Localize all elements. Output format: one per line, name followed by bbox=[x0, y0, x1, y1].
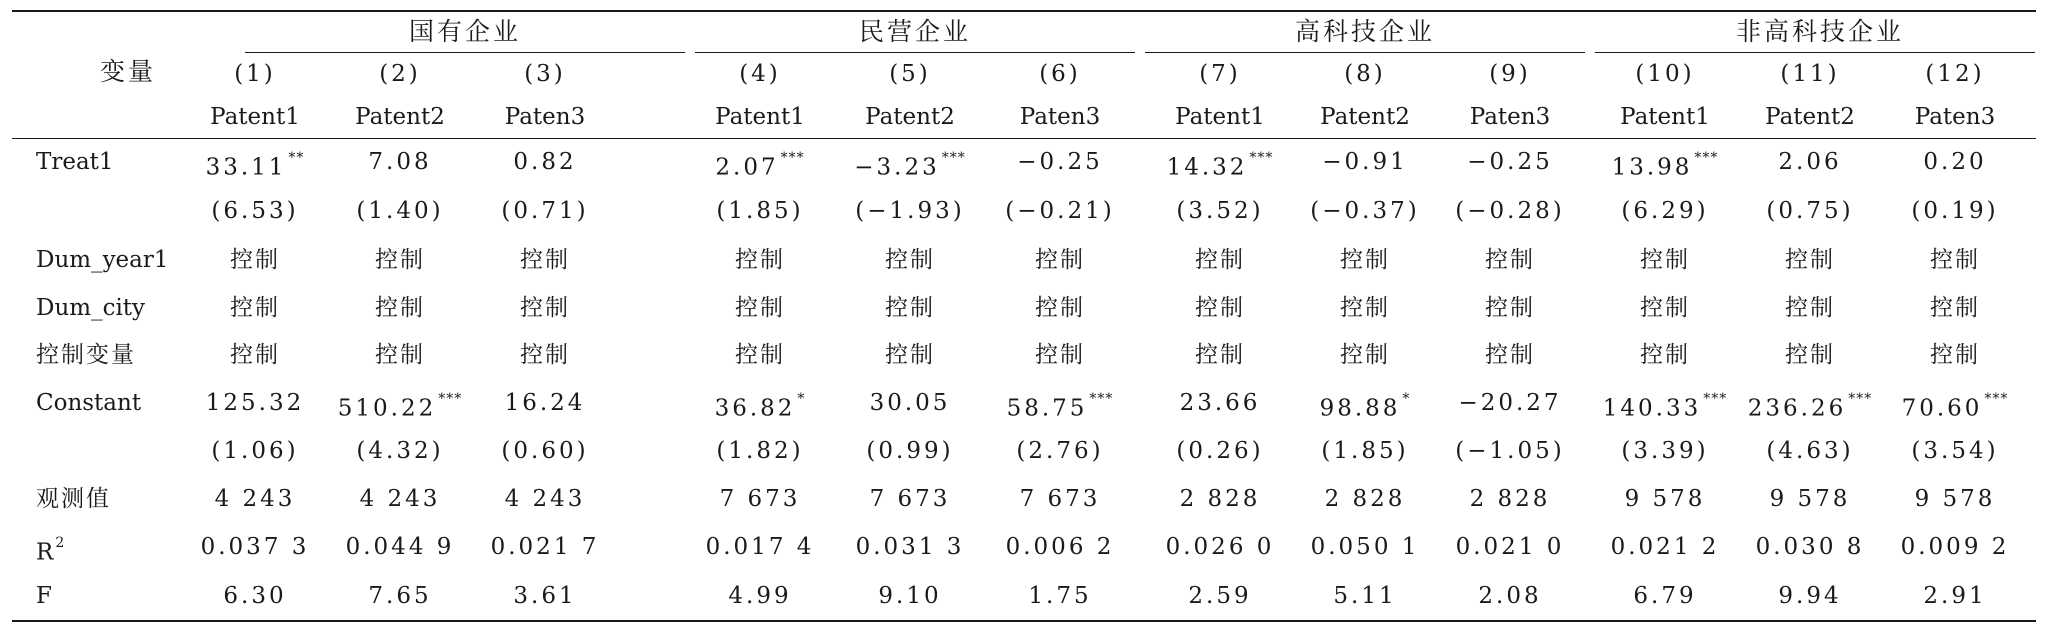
cell-value: 控制 bbox=[1195, 247, 1245, 273]
table-cell bbox=[1485, 246, 1535, 274]
table-cell bbox=[1923, 148, 1986, 176]
cell-value: (0.99) bbox=[866, 438, 954, 464]
cell-value: (0.75) bbox=[1766, 198, 1854, 224]
table-cell bbox=[1621, 437, 1708, 465]
cell-value: 7 673 bbox=[719, 486, 801, 512]
table-cell bbox=[230, 246, 280, 274]
table-cell bbox=[375, 246, 425, 274]
cell-value: 控制 bbox=[1035, 295, 1085, 321]
significance-stars: *** bbox=[1703, 391, 1728, 407]
cell-value: 7.65 bbox=[368, 583, 432, 609]
significance-stars: *** bbox=[1089, 391, 1114, 407]
row-label: Treat1 bbox=[36, 149, 114, 175]
cell-value: 0.021 0 bbox=[1455, 534, 1565, 560]
table-cell bbox=[1455, 437, 1564, 465]
table-cell bbox=[854, 148, 965, 182]
cell-value: 0.021 2 bbox=[1610, 534, 1720, 560]
cell-value: 控制 bbox=[1640, 295, 1690, 321]
table-cell bbox=[375, 294, 425, 322]
table-cell bbox=[1035, 246, 1085, 274]
column-name: Paten3 bbox=[1914, 104, 1996, 130]
table-cell bbox=[1006, 533, 1115, 561]
cell-value: 2.91 bbox=[1923, 583, 1987, 609]
table-cell bbox=[1766, 197, 1853, 225]
table-cell bbox=[1467, 148, 1552, 176]
group-underline-3 bbox=[1145, 52, 1585, 53]
significance-stars: *** bbox=[1848, 391, 1873, 407]
column-name: Patent2 bbox=[355, 104, 445, 130]
table-cell bbox=[230, 341, 280, 369]
table-cell bbox=[211, 197, 298, 225]
table-cell bbox=[1478, 582, 1541, 610]
table-cell bbox=[1005, 197, 1114, 225]
cell-value: 0.037 3 bbox=[200, 534, 310, 560]
table-cell bbox=[728, 582, 791, 610]
cell-value: 控制 bbox=[520, 247, 570, 273]
column-number: (3) bbox=[524, 61, 566, 87]
table-cell bbox=[505, 485, 586, 513]
cell-value: 0.017 4 bbox=[705, 534, 815, 560]
table-cell bbox=[206, 389, 304, 417]
cell-value: 控制 bbox=[375, 247, 425, 273]
row-label: R $^2$ bbox=[36, 535, 66, 566]
cell-value: −0.91 bbox=[1322, 149, 1408, 175]
cell-value: (4.32) bbox=[356, 438, 444, 464]
table-cell bbox=[491, 533, 600, 561]
table-cell bbox=[520, 246, 570, 274]
cell-value: 70.60 bbox=[1901, 395, 1983, 422]
column-name: Patent2 bbox=[865, 104, 955, 130]
cell-value: 2 828 bbox=[1179, 486, 1261, 512]
table-cell bbox=[1166, 533, 1275, 561]
cell-value: 4.99 bbox=[728, 583, 792, 609]
table-cell bbox=[1333, 582, 1396, 610]
table-cell bbox=[1778, 582, 1841, 610]
table-cell bbox=[1016, 437, 1103, 465]
cell-value: (4.63) bbox=[1766, 438, 1854, 464]
table-cell bbox=[1621, 197, 1708, 225]
column-name: Patent2 bbox=[1765, 104, 1855, 130]
cell-value: 0.050 1 bbox=[1310, 534, 1420, 560]
column-number: (11) bbox=[1780, 61, 1840, 87]
table-cell bbox=[356, 437, 443, 465]
cell-value: (0.60) bbox=[501, 438, 589, 464]
cell-value: 2.06 bbox=[1778, 149, 1842, 175]
table-cell bbox=[368, 582, 431, 610]
column-name: Patent1 bbox=[1175, 104, 1265, 130]
cell-value: 7.08 bbox=[368, 149, 432, 175]
cell-value: 控制 bbox=[375, 342, 425, 368]
significance-stars: * bbox=[797, 391, 806, 407]
cell-value: 9.10 bbox=[878, 583, 942, 609]
group-underline-4 bbox=[1595, 52, 2035, 53]
cell-value: 控制 bbox=[1485, 247, 1535, 273]
table-cell bbox=[1456, 533, 1565, 561]
top-rule bbox=[12, 10, 2036, 12]
table-cell bbox=[1340, 341, 1390, 369]
cell-value: 4 243 bbox=[504, 486, 586, 512]
table-cell bbox=[715, 389, 806, 423]
column-number: (8) bbox=[1344, 61, 1386, 87]
cell-value: 0.031 3 bbox=[855, 534, 965, 560]
table-cell bbox=[513, 582, 576, 610]
cell-value: 控制 bbox=[1195, 342, 1245, 368]
table-cell bbox=[223, 582, 286, 610]
row-label: F bbox=[36, 583, 52, 609]
cell-value: 2.59 bbox=[1188, 583, 1252, 609]
column-number: (4) bbox=[739, 61, 781, 87]
table-cell bbox=[1310, 197, 1419, 225]
cell-value: −0.25 bbox=[1467, 149, 1553, 175]
row-label: Dum_year1 bbox=[36, 247, 169, 273]
cell-value: 140.33 bbox=[1602, 395, 1702, 422]
table-cell bbox=[1455, 197, 1564, 225]
cell-value: 0.030 8 bbox=[1755, 534, 1865, 560]
table-cell bbox=[215, 485, 296, 513]
table-cell bbox=[1167, 148, 1274, 182]
table-cell bbox=[1195, 246, 1245, 274]
table-cell bbox=[1180, 485, 1261, 513]
table-cell bbox=[1195, 294, 1245, 322]
cell-value: 125.32 bbox=[205, 390, 305, 416]
cell-value: 9 578 bbox=[1624, 486, 1706, 512]
table-cell bbox=[1930, 294, 1980, 322]
cell-value: 控制 bbox=[1930, 247, 1980, 273]
significance-stars: * bbox=[1402, 391, 1411, 407]
cell-value: 6.79 bbox=[1633, 583, 1697, 609]
group-underline-1 bbox=[245, 52, 685, 53]
table-cell bbox=[1020, 485, 1101, 513]
column-name: Paten3 bbox=[504, 104, 586, 130]
cell-value: −20.27 bbox=[1458, 390, 1562, 416]
table-cell bbox=[1778, 148, 1841, 176]
cell-value: (0.26) bbox=[1176, 438, 1264, 464]
cell-value: 控制 bbox=[375, 295, 425, 321]
cell-value: 4 243 bbox=[359, 486, 441, 512]
group-header: 民营企业 bbox=[858, 17, 972, 46]
group-header: 非高科技企业 bbox=[1735, 17, 1905, 46]
cell-value: (6.29) bbox=[1621, 198, 1709, 224]
cell-value: (−1.05) bbox=[1455, 438, 1565, 464]
table-cell bbox=[1340, 246, 1390, 274]
significance-stars: ** bbox=[288, 150, 305, 166]
cell-value: 控制 bbox=[1640, 247, 1690, 273]
cell-value: 3.61 bbox=[513, 583, 577, 609]
cell-value: 控制 bbox=[520, 342, 570, 368]
table-cell bbox=[1321, 437, 1408, 465]
table-cell bbox=[1915, 485, 1996, 513]
cell-value: 33.11 bbox=[205, 154, 287, 181]
cell-value: 控制 bbox=[1640, 342, 1690, 368]
column-name: Patent1 bbox=[715, 104, 805, 130]
cell-value: 7 673 bbox=[1019, 486, 1101, 512]
cell-value: 控制 bbox=[520, 295, 570, 321]
table-cell bbox=[368, 148, 431, 176]
table-cell bbox=[1611, 533, 1720, 561]
cell-value: (1.85) bbox=[716, 198, 804, 224]
table-cell bbox=[346, 533, 455, 561]
table-cell bbox=[1748, 389, 1872, 423]
group-header: 国有企业 bbox=[408, 17, 522, 46]
cell-value: (3.54) bbox=[1911, 438, 1999, 464]
cell-value: 9 578 bbox=[1769, 486, 1851, 512]
cell-value: (0.19) bbox=[1911, 198, 1999, 224]
table-cell bbox=[1640, 294, 1690, 322]
row-label: Dum_city bbox=[36, 295, 146, 321]
table-cell bbox=[1176, 437, 1263, 465]
cell-value: 控制 bbox=[1485, 295, 1535, 321]
column-number: (10) bbox=[1635, 61, 1695, 87]
cell-value: 2.08 bbox=[1478, 583, 1542, 609]
cell-value: (6.53) bbox=[211, 198, 299, 224]
cell-value: 控制 bbox=[735, 247, 785, 273]
table-cell bbox=[1007, 389, 1114, 423]
table-cell bbox=[855, 197, 964, 225]
cell-value: 510.22 bbox=[337, 395, 437, 422]
table-cell bbox=[1180, 389, 1261, 417]
column-number: (5) bbox=[889, 61, 931, 87]
cell-value: 控制 bbox=[1340, 342, 1390, 368]
table-cell bbox=[1603, 389, 1727, 423]
table-cell bbox=[1470, 485, 1551, 513]
cell-value: 36.82 bbox=[714, 395, 796, 422]
column-name: Patent1 bbox=[210, 104, 300, 130]
cell-value: 控制 bbox=[735, 342, 785, 368]
table-cell bbox=[1458, 389, 1561, 417]
cell-value: 控制 bbox=[1340, 247, 1390, 273]
table-cell bbox=[1902, 389, 2009, 423]
cell-value: 0.006 2 bbox=[1005, 534, 1115, 560]
cell-value: 0.20 bbox=[1923, 149, 1987, 175]
column-number: (2) bbox=[379, 61, 421, 87]
cell-value: 控制 bbox=[885, 342, 935, 368]
table-cell bbox=[1485, 294, 1535, 322]
cell-value: 6.30 bbox=[223, 583, 287, 609]
cell-value: 控制 bbox=[735, 295, 785, 321]
column-number: (12) bbox=[1925, 61, 1985, 87]
table-cell bbox=[520, 294, 570, 322]
table-cell bbox=[230, 294, 280, 322]
table-cell bbox=[1930, 341, 1980, 369]
table-cell bbox=[885, 294, 935, 322]
table-cell bbox=[1017, 148, 1102, 176]
cell-value: 0.009 2 bbox=[1900, 534, 2010, 560]
cell-value: 控制 bbox=[885, 247, 935, 273]
row-label: 观测值 bbox=[36, 486, 111, 512]
row-label: Constant bbox=[36, 390, 142, 416]
group-underline-2 bbox=[695, 52, 1135, 53]
cell-value: 0.021 7 bbox=[490, 534, 600, 560]
column-number: (9) bbox=[1489, 61, 1531, 87]
table-cell bbox=[375, 341, 425, 369]
cell-value: 5.11 bbox=[1333, 583, 1397, 609]
cell-value: 58.75 bbox=[1006, 395, 1088, 422]
cell-value: 控制 bbox=[1485, 342, 1535, 368]
table-cell bbox=[735, 246, 785, 274]
table-cell bbox=[505, 389, 586, 417]
table-cell bbox=[716, 197, 803, 225]
table-cell bbox=[1911, 437, 1998, 465]
superscript: 2 bbox=[55, 535, 66, 551]
cell-value: (−0.21) bbox=[1005, 198, 1115, 224]
cell-value: 9 578 bbox=[1914, 486, 1996, 512]
cell-value: (2.76) bbox=[1016, 438, 1104, 464]
table-cell bbox=[878, 582, 941, 610]
cell-value: 98.88 bbox=[1319, 395, 1401, 422]
table-cell bbox=[1633, 582, 1696, 610]
cell-value: (1.82) bbox=[716, 438, 804, 464]
cell-value: (1.06) bbox=[211, 438, 299, 464]
table-cell bbox=[513, 148, 576, 176]
column-number: (1) bbox=[234, 61, 276, 87]
cell-value: 16.24 bbox=[504, 390, 586, 416]
significance-stars: *** bbox=[780, 150, 805, 166]
cell-value: 控制 bbox=[1930, 295, 1980, 321]
cell-value: 1.75 bbox=[1028, 583, 1092, 609]
table-cell bbox=[885, 341, 935, 369]
table-cell bbox=[1612, 148, 1719, 182]
table-cell bbox=[1785, 341, 1835, 369]
cell-value: (0.71) bbox=[501, 198, 589, 224]
cell-value: 控制 bbox=[885, 295, 935, 321]
table-cell bbox=[720, 485, 801, 513]
cell-value: 23.66 bbox=[1179, 390, 1261, 416]
column-number: (7) bbox=[1199, 61, 1241, 87]
var-label: 变量 bbox=[99, 57, 157, 86]
table-cell bbox=[1340, 294, 1390, 322]
table-cell bbox=[1766, 437, 1853, 465]
group-header: 高科技企业 bbox=[1294, 17, 1436, 46]
table-cell bbox=[1625, 485, 1706, 513]
table-cell bbox=[1901, 533, 2010, 561]
table-cell bbox=[735, 294, 785, 322]
cell-value: (1.85) bbox=[1321, 438, 1409, 464]
cell-value: (−1.93) bbox=[855, 198, 965, 224]
cell-value: 0.044 9 bbox=[345, 534, 455, 560]
row-label: 控制变量 bbox=[36, 342, 136, 368]
table-cell bbox=[338, 389, 462, 423]
cell-value: 2.07 bbox=[715, 154, 779, 181]
table-cell bbox=[356, 197, 443, 225]
cell-value: (3.52) bbox=[1176, 198, 1264, 224]
table-cell bbox=[1311, 533, 1420, 561]
table-cell bbox=[1756, 533, 1865, 561]
cell-value: 14.32 bbox=[1166, 154, 1248, 181]
table-cell bbox=[211, 437, 298, 465]
cell-value: −0.25 bbox=[1017, 149, 1103, 175]
cell-value: 2 828 bbox=[1324, 486, 1406, 512]
column-name: Paten3 bbox=[1469, 104, 1551, 130]
cell-value: 0.82 bbox=[513, 149, 577, 175]
cell-value: 9.94 bbox=[1778, 583, 1842, 609]
table-cell bbox=[1035, 294, 1085, 322]
cell-value: 2 828 bbox=[1469, 486, 1551, 512]
significance-stars: *** bbox=[1249, 150, 1274, 166]
table-cell bbox=[716, 437, 803, 465]
bottom-rule bbox=[12, 620, 2036, 622]
cell-value: 30.05 bbox=[869, 390, 951, 416]
cell-value: 控制 bbox=[230, 295, 280, 321]
cell-value: 控制 bbox=[1035, 342, 1085, 368]
table-cell bbox=[1035, 341, 1085, 369]
cell-value: 控制 bbox=[1195, 295, 1245, 321]
table-cell bbox=[360, 485, 441, 513]
table-cell bbox=[1930, 246, 1980, 274]
cell-value: 控制 bbox=[1340, 295, 1390, 321]
cell-value: (1.40) bbox=[356, 198, 444, 224]
cell-value: 4 243 bbox=[214, 486, 296, 512]
table-cell bbox=[1195, 341, 1245, 369]
table-cell bbox=[1923, 582, 1986, 610]
column-name: Patent1 bbox=[1620, 104, 1710, 130]
table-cell bbox=[206, 148, 305, 182]
cell-value: (−0.28) bbox=[1455, 198, 1565, 224]
table-cell bbox=[1785, 246, 1835, 274]
table-cell bbox=[715, 148, 804, 182]
table-cell bbox=[201, 533, 310, 561]
cell-value: 0.026 0 bbox=[1165, 534, 1275, 560]
table-cell bbox=[1485, 341, 1535, 369]
table-cell bbox=[501, 197, 588, 225]
cell-value: 控制 bbox=[1035, 247, 1085, 273]
cell-value: 控制 bbox=[230, 342, 280, 368]
table-cell bbox=[885, 246, 935, 274]
column-name: Paten3 bbox=[1019, 104, 1101, 130]
table-cell bbox=[1911, 197, 1998, 225]
cell-value: 控制 bbox=[1930, 342, 1980, 368]
table-cell bbox=[870, 389, 951, 417]
table-cell bbox=[1176, 197, 1263, 225]
table-cell bbox=[1640, 246, 1690, 274]
table-cell bbox=[1028, 582, 1091, 610]
table-cell bbox=[520, 341, 570, 369]
cell-value: −3.23 bbox=[854, 154, 940, 181]
significance-stars: *** bbox=[941, 150, 966, 166]
cell-value: 7 673 bbox=[869, 486, 951, 512]
cell-value: 控制 bbox=[1785, 295, 1835, 321]
cell-value: 控制 bbox=[1785, 342, 1835, 368]
table-cell bbox=[1770, 485, 1851, 513]
table-cell bbox=[1785, 294, 1835, 322]
significance-stars: *** bbox=[1694, 150, 1719, 166]
header-rule bbox=[12, 138, 2036, 139]
cell-value: 236.26 bbox=[1747, 395, 1847, 422]
table-cell bbox=[1188, 582, 1251, 610]
significance-stars: *** bbox=[438, 391, 463, 407]
cell-value: 13.98 bbox=[1611, 154, 1693, 181]
table-cell bbox=[706, 533, 815, 561]
table-cell bbox=[735, 341, 785, 369]
table-cell bbox=[1322, 148, 1407, 176]
table-cell bbox=[870, 485, 951, 513]
table-cell bbox=[1320, 389, 1411, 423]
cell-value: (3.39) bbox=[1621, 438, 1709, 464]
table-cell bbox=[1325, 485, 1406, 513]
table-cell bbox=[1640, 341, 1690, 369]
column-name: Patent2 bbox=[1320, 104, 1410, 130]
cell-value: (−0.37) bbox=[1310, 198, 1420, 224]
significance-stars: *** bbox=[1984, 391, 2009, 407]
table-cell bbox=[501, 437, 588, 465]
table-cell bbox=[866, 437, 953, 465]
cell-value: 控制 bbox=[230, 247, 280, 273]
cell-value: 控制 bbox=[1785, 247, 1835, 273]
table-cell bbox=[856, 533, 965, 561]
column-number: (6) bbox=[1039, 61, 1081, 87]
